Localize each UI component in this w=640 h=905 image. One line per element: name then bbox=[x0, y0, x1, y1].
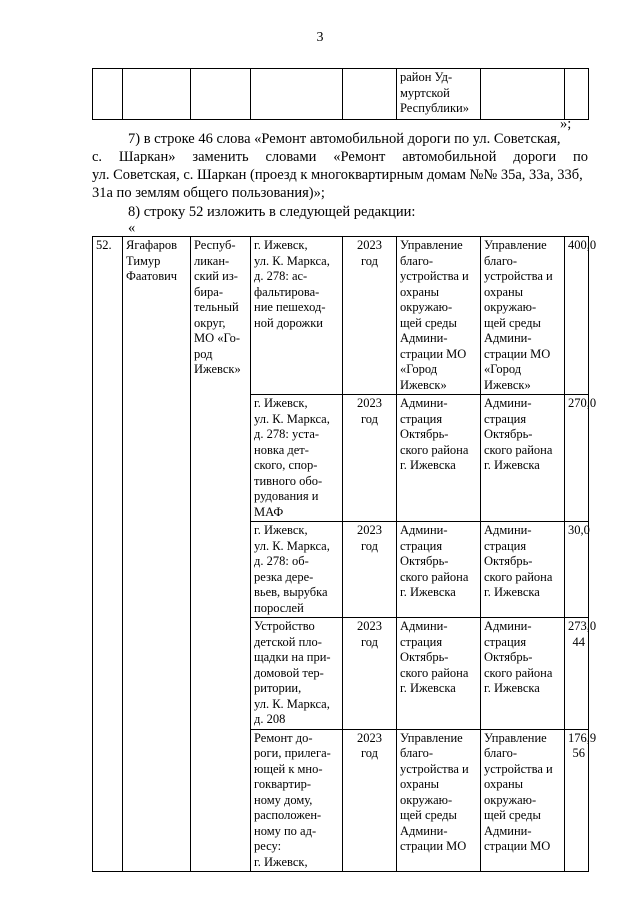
item-executor: Админи- страция Октябрь- ского района г. Ижевска bbox=[397, 395, 481, 522]
item-name: г. Ижевск, ул. К. Маркса, д. 278: об- резка дере- вьев, вырубка порослей bbox=[251, 522, 343, 618]
item-executor: Управление благо- устройства и охраны окружаю- щей среды Админи- страции МО «Город Ижевск» bbox=[397, 237, 481, 395]
table-cell bbox=[191, 69, 251, 120]
item-customer: Управление благо- устройства и охраны окружаю- щей среды Админи- страции МО bbox=[481, 729, 565, 872]
item-executor: Управление благо- устройства и охраны окружаю- щей среды Админи- страции МО bbox=[397, 729, 481, 872]
opening-quote: « bbox=[128, 220, 136, 236]
item-name: Устройство детской пло- щадки на при- домовой тер- ритории, ул. К. Маркса, д. 208 bbox=[251, 618, 343, 730]
row-number: 52. bbox=[93, 237, 123, 872]
item-sum: 400,0 bbox=[565, 237, 589, 395]
continued-table-fragment bbox=[92, 68, 589, 120]
item-executor: Админи- страция Октябрь- ского района г. Ижевска bbox=[397, 522, 481, 618]
item-sum: 30,0 bbox=[565, 522, 589, 618]
paragraph-7-line: 31а по землям общего пользования)»; bbox=[92, 185, 325, 201]
table-cell: район Уд- муртской Республики» bbox=[397, 69, 481, 120]
page-number: 3 bbox=[316, 30, 324, 45]
row-52-table bbox=[92, 236, 597, 872]
table-cell bbox=[481, 69, 565, 120]
item-customer: Админи- страция Октябрь- ского района г. Ижевска bbox=[481, 618, 565, 730]
table-cell bbox=[343, 69, 397, 120]
paragraph-7-line: с. Шаркан» заменить словами «Ремонт автомобильной дороги по bbox=[92, 149, 588, 165]
table-row bbox=[93, 237, 589, 395]
table-cell bbox=[93, 69, 123, 120]
item-name: г. Ижевск, ул. К. Маркса, д. 278: уста- новка дет- ского, спор- тивного обо- рудования и МАФ bbox=[251, 395, 343, 522]
paragraph-7-line: ул. Советская, с. Шаркан (проезд к многоквартирным домам №№ 35а, 33а, 33б, bbox=[92, 167, 583, 183]
electoral-district: Респуб- ликан- ский из- бира- тельный округ, МО «Го- род Ижевск» bbox=[191, 237, 251, 872]
item-year: 2023 год bbox=[343, 237, 397, 395]
item-sum: 270,0 bbox=[565, 395, 589, 522]
paragraph-7 bbox=[92, 130, 588, 202]
item-customer: Админи- страция Октябрь- ского района г. Ижевска bbox=[481, 395, 565, 522]
item-name: Ремонт до- роги, прилега- ющей к мно- гоквартир- ному дому, расположен- ному по ад- ресу: г. Ижевск, bbox=[251, 729, 343, 872]
deputy-name: Ягафаров Тимур Фаатович bbox=[123, 237, 191, 872]
item-year: 2023 год bbox=[343, 729, 397, 872]
item-executor: Админи- страция Октябрь- ского района г. Ижевска bbox=[397, 618, 481, 730]
paragraph-8: 8) строку 52 изложить в следующей редакции: bbox=[128, 204, 416, 220]
paragraph-7-line: 7) в строке 46 слова «Ремонт автомобильной дороги по ул. Советская, bbox=[128, 131, 561, 147]
item-customer: Админи- страция Октябрь- ского района г. Ижевска bbox=[481, 522, 565, 618]
item-name: г. Ижевск, ул. К. Маркса, д. 278: ас- фальтирова- ние пешеход- ной дорожки bbox=[251, 237, 343, 395]
item-customer: Управление благо- устройства и охраны окружаю- щей среды Админи- страции МО «Город Ижевск» bbox=[481, 237, 565, 395]
table-cell bbox=[251, 69, 343, 120]
item-year: 2023 год bbox=[343, 522, 397, 618]
table-cell bbox=[123, 69, 191, 120]
table-cell bbox=[565, 69, 589, 120]
item-sum: 176,9 56 bbox=[565, 729, 589, 872]
item-year: 2023 год bbox=[343, 395, 397, 522]
table-row bbox=[93, 69, 589, 120]
item-sum: 273,0 44 bbox=[565, 618, 589, 730]
closing-quote: »; bbox=[560, 116, 572, 132]
item-year: 2023 год bbox=[343, 618, 397, 730]
